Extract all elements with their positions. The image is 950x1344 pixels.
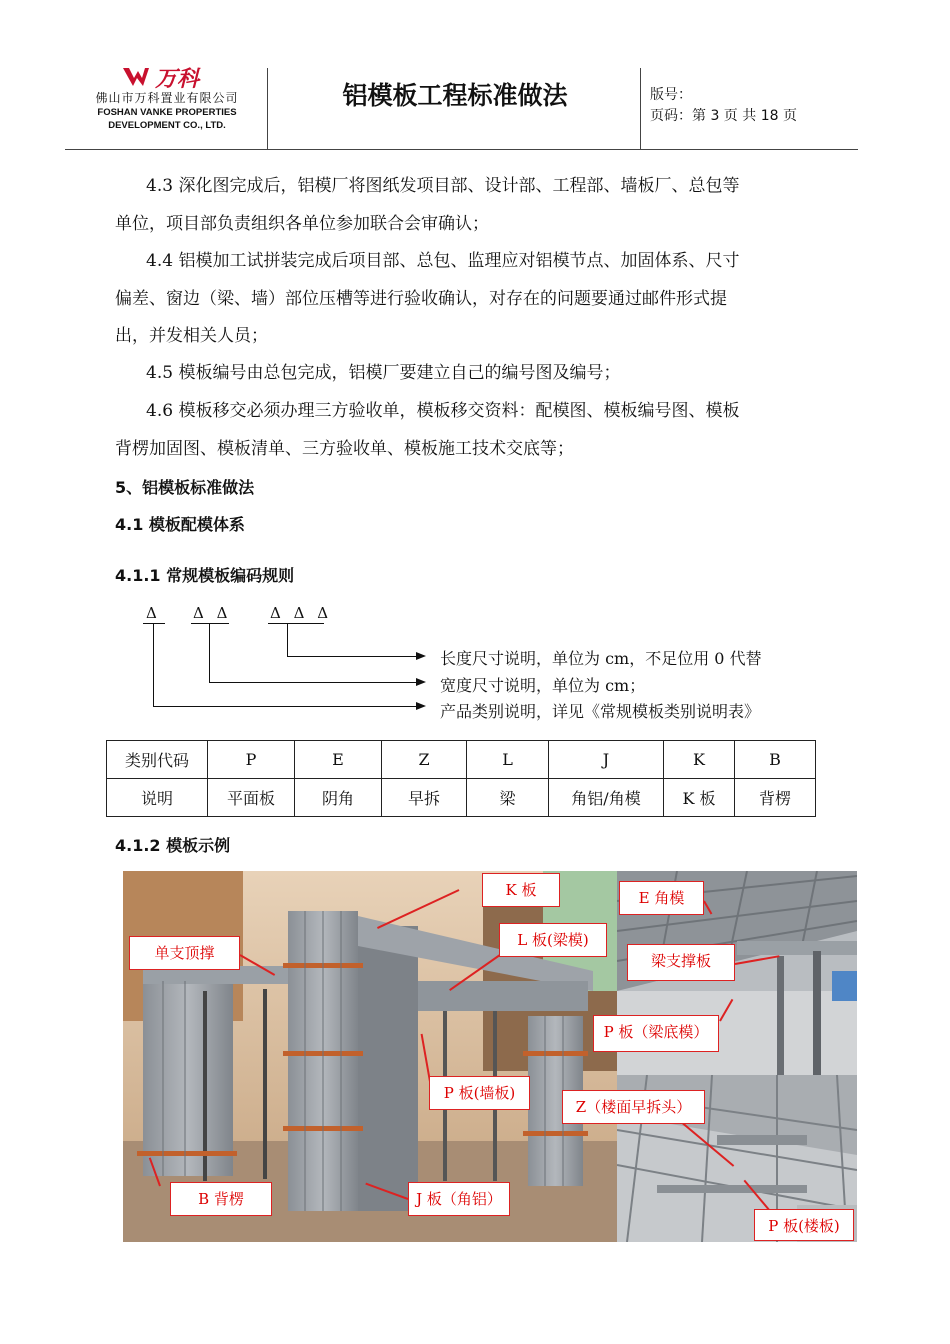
code-underline [143, 623, 165, 624]
code-underline [268, 623, 324, 624]
table-cell: 阴角 [295, 779, 382, 817]
arrow-icon [416, 702, 426, 710]
heading-5: 5、铝模板标准做法 [115, 478, 255, 497]
paragraph-line: 4.4 铝模加工试拼装完成后项目部、总包、监理应对铝模节点、加固体系、尺寸 [146, 251, 740, 271]
paragraph-line: 背楞加固图、模板清单、三方验收单、模板施工技术交底等； [115, 438, 574, 459]
connector-line [287, 623, 288, 656]
table-cell: E [295, 741, 382, 779]
code-underline [191, 623, 229, 624]
company-name-en-line2: DEVELOPMENT CO., LTD. [108, 120, 226, 131]
paragraph-line: 4.6 模板移交必须办理三方验收单，模板移交资料：配模图、模板编号图、模板 [146, 401, 740, 421]
table-cell: 平面板 [208, 779, 295, 817]
header-divider-left [267, 68, 268, 149]
callout-beam-support: 梁支撑板 [627, 944, 735, 981]
table-cell: 类别代码 [107, 741, 208, 779]
heading-4-1: 4.1 模板配模体系 [115, 515, 245, 534]
vanke-logo [121, 64, 231, 90]
company-name-en [78, 106, 256, 132]
paragraph-line: 出，并发相关人员； [115, 326, 268, 346]
callout-b-backing: B 背楞 [170, 1182, 272, 1216]
version-label: 版号： [650, 87, 692, 103]
callout-e-corner: E 角模 [619, 881, 704, 915]
note-category: 产品类别说明，详见《常规模板类别说明表》 [440, 702, 761, 721]
table-cell: B [735, 741, 816, 779]
heading-4-1-2: 4.1.2 模板示例 [115, 836, 231, 855]
callout-p-wall-board: P 板(墙板) [429, 1076, 530, 1110]
callout-z-early-strip: Z（楼面早拆头） [562, 1090, 705, 1124]
connector-line [209, 682, 417, 683]
callout-j-board: J 板（角铝） [408, 1182, 510, 1216]
page-info: 页码：第 3 页 共 18 页 [650, 108, 797, 124]
callout-k-board: K 板 [482, 873, 560, 907]
logo-text: 万科 [155, 67, 200, 90]
paragraph-line: 4.5 模板编号由总包完成，铝模厂要建立自己的编号图及编号； [146, 363, 621, 383]
table-cell: Z [382, 741, 467, 779]
note-width: 宽度尺寸说明，单位为 cm； [440, 676, 646, 695]
table-row [107, 779, 816, 817]
code-group-category: Δ [146, 604, 161, 622]
connector-line [287, 656, 417, 657]
callout-p-beam-bottom: P 板（梁底模） [593, 1015, 719, 1052]
category-table [106, 740, 816, 817]
paragraph-4-5 [115, 355, 815, 393]
arrow-icon [416, 678, 426, 686]
header-divider-right [640, 68, 641, 149]
table-cell: J [549, 741, 664, 779]
table-cell: L [467, 741, 549, 779]
document-title: 铝模板工程标准做法 [342, 81, 568, 110]
heading-4-1-1: 4.1.1 常规模板编码规则 [115, 566, 295, 585]
company-name-cn: 佛山市万科置业有限公司 [95, 91, 239, 105]
table-cell: 说明 [107, 779, 208, 817]
table-cell: 早拆 [382, 779, 467, 817]
table-cell: P [208, 741, 295, 779]
table-cell: K 板 [664, 779, 735, 817]
table-cell: 角铝/角模 [549, 779, 664, 817]
code-group-length: Δ Δ Δ [270, 604, 333, 622]
company-name-en-line1: FOSHAN VANKE PROPERTIES [97, 107, 237, 118]
paragraph-line: 偏差、窗边（梁、墙）部位压槽等进行验收确认，对存在的问题要通过邮件形式提 [115, 288, 727, 309]
connector-line [209, 623, 210, 682]
paragraph-4-6 [115, 393, 815, 468]
table-row [107, 741, 816, 779]
connector-line [153, 623, 154, 706]
paragraph-4-4 [115, 243, 815, 356]
header-rule [65, 149, 858, 150]
callout-l-board: L 板(梁模) [499, 923, 607, 957]
arrow-icon [416, 652, 426, 660]
paragraph-line: 单位，项目部负责组织各单位参加联合会审确认； [115, 213, 489, 234]
table-cell: 梁 [467, 779, 549, 817]
paragraph-4-3 [115, 168, 815, 243]
connector-line [153, 706, 417, 707]
note-length: 长度尺寸说明，单位为 cm，不足位用 0 代替 [440, 649, 762, 668]
code-group-width: Δ Δ [193, 604, 232, 622]
callout-p-floor-board: P 板(楼板) [754, 1209, 854, 1241]
table-cell: K [664, 741, 735, 779]
callout-single-prop: 单支顶撑 [129, 936, 240, 970]
table-cell: 背楞 [735, 779, 816, 817]
paragraph-line: 4.3 深化图完成后，铝模厂将图纸发项目部、设计部、工程部、墙板厂、总包等 [146, 176, 740, 196]
